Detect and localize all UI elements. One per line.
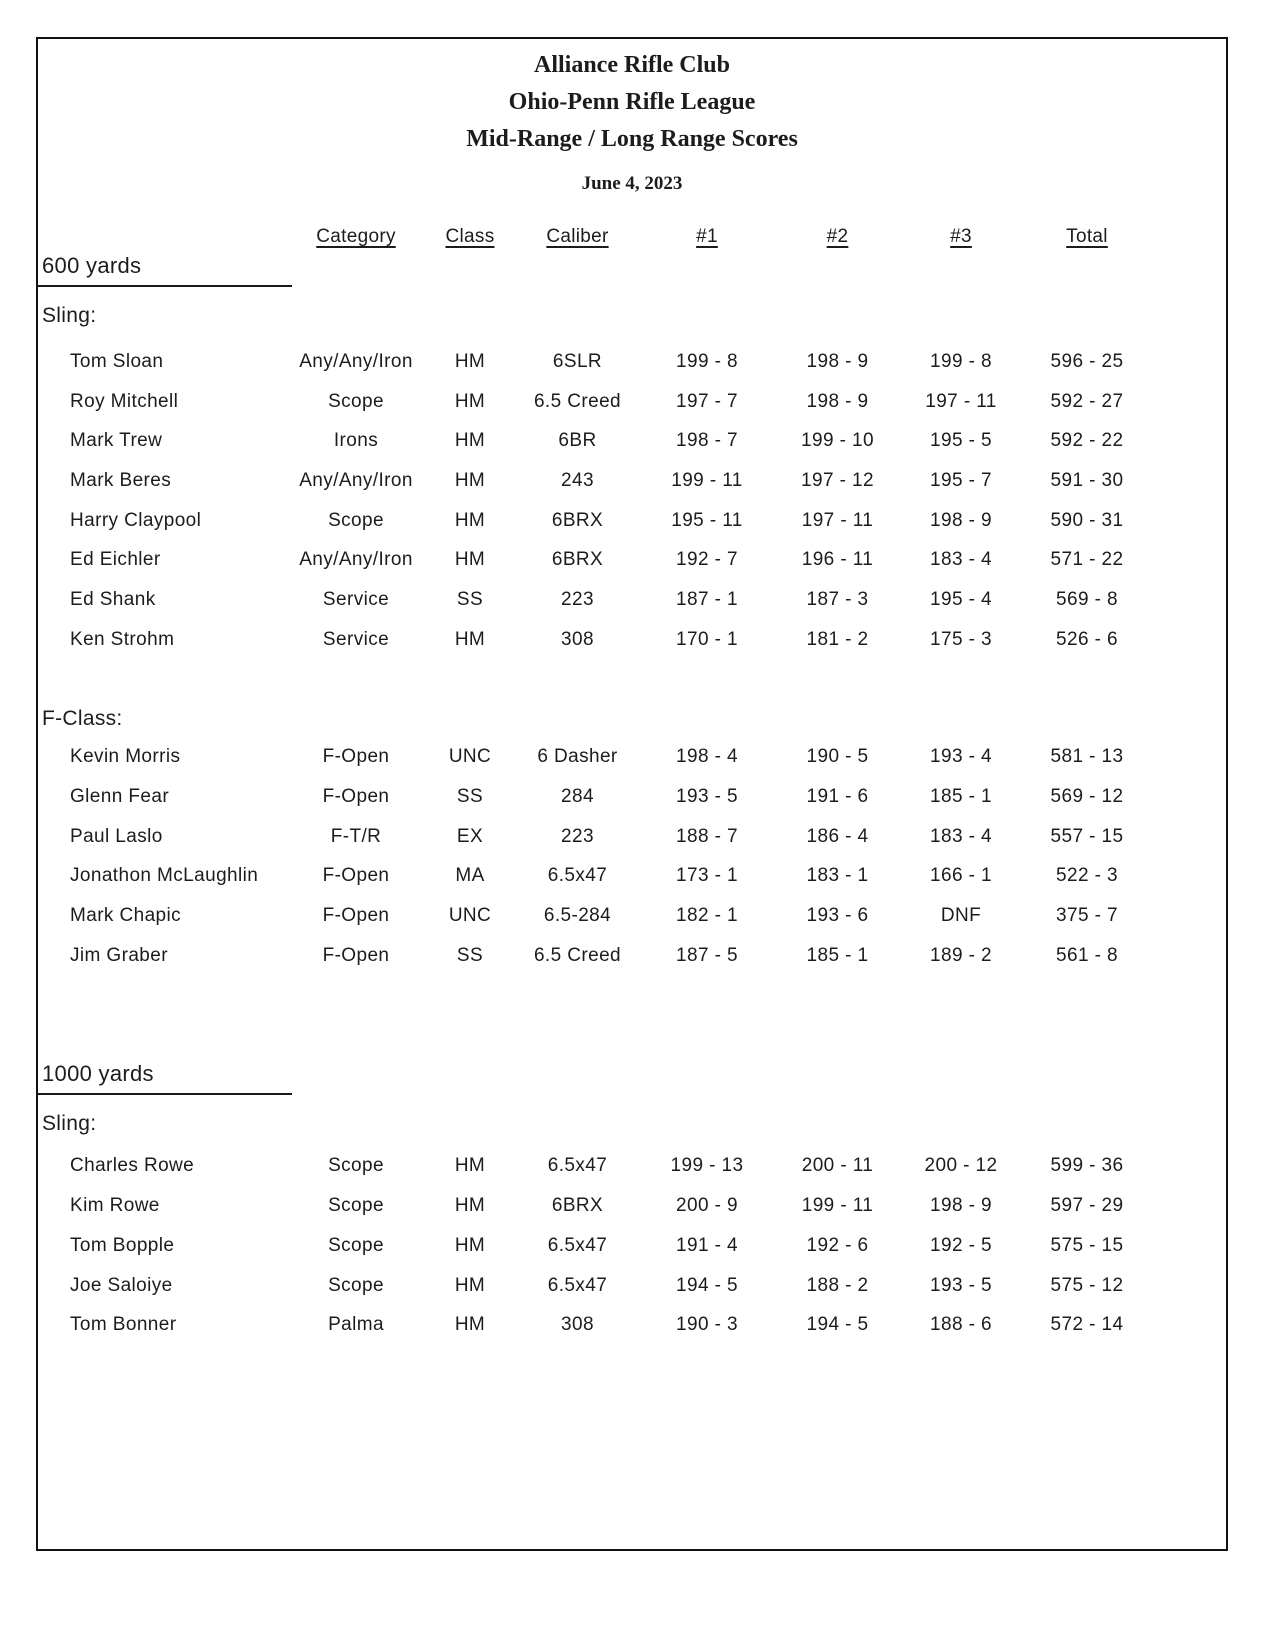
score2-cell: 183 - 1 <box>806 865 869 887</box>
category-cell: Any/Any/Iron <box>299 549 413 571</box>
player-name: Jim Graber <box>70 944 168 966</box>
score3-cell: 195 - 7 <box>930 469 992 491</box>
category-cell: Irons <box>333 430 379 452</box>
score2-cell: 190 - 5 <box>806 746 869 768</box>
player-name: Tom Bonner <box>70 1314 177 1336</box>
score3-cell: 175 - 3 <box>930 628 992 650</box>
player-name: Kim Rowe <box>70 1195 160 1217</box>
score-row <box>38 540 1226 580</box>
player-name: Mark Chapic <box>70 905 182 927</box>
score-row <box>38 580 1226 620</box>
group-heading: Sling: <box>42 304 97 327</box>
score2-cell: 181 - 2 <box>806 628 869 650</box>
score1-cell: 191 - 4 <box>676 1234 738 1256</box>
score3-cell: 197 - 11 <box>925 390 997 412</box>
category-group <box>38 304 1226 660</box>
score1-cell: 197 - 7 <box>676 390 738 412</box>
class-cell: SS <box>456 944 484 966</box>
group-rows <box>38 342 1226 660</box>
total-cell: 569 - 12 <box>1050 786 1124 808</box>
category-cell: Scope <box>328 1274 384 1296</box>
category-group <box>38 1112 1226 1345</box>
distance-section <box>38 254 1226 976</box>
score-row <box>38 857 1226 897</box>
total-cell: 591 - 30 <box>1050 469 1124 491</box>
score-row <box>38 1266 1226 1306</box>
score3-cell: 195 - 4 <box>930 588 992 610</box>
score1-cell: 187 - 1 <box>676 588 738 610</box>
score2-cell: 200 - 11 <box>801 1155 874 1177</box>
class-cell: HM <box>454 1234 486 1256</box>
score1-cell: 170 - 1 <box>676 628 738 650</box>
col-header-match3: #3 <box>950 226 972 247</box>
score-row <box>38 936 1226 976</box>
player-name: Glenn Fear <box>70 786 170 808</box>
player-name: Roy Mitchell <box>70 390 179 412</box>
player-name: Ed Eichler <box>70 549 161 571</box>
category-cell: Service <box>322 588 390 610</box>
score-table <box>38 254 1226 1345</box>
score1-cell: 182 - 1 <box>676 905 738 927</box>
score-row <box>38 1186 1226 1226</box>
total-cell: 596 - 25 <box>1050 350 1124 372</box>
score3-cell: 199 - 8 <box>930 350 992 372</box>
caliber-cell: 6BR <box>558 430 597 452</box>
player-name: Joe Saloiye <box>70 1274 173 1296</box>
total-cell: 575 - 12 <box>1050 1274 1124 1296</box>
total-cell: 572 - 14 <box>1050 1314 1124 1336</box>
category-cell: Any/Any/Iron <box>299 469 413 491</box>
score3-cell: 200 - 12 <box>924 1155 998 1177</box>
score2-cell: 187 - 3 <box>806 588 869 610</box>
league-name: Ohio-Penn Rifle League <box>508 89 756 115</box>
score1-cell: 192 - 7 <box>676 549 738 571</box>
class-cell: HM <box>454 549 486 571</box>
score3-cell: 185 - 1 <box>930 786 992 808</box>
total-cell: 569 - 8 <box>1056 588 1118 610</box>
category-cell: Scope <box>328 1155 384 1177</box>
score1-cell: 187 - 5 <box>676 944 738 966</box>
class-cell: HM <box>454 1155 486 1177</box>
class-cell: EX <box>456 825 484 847</box>
score2-cell: 198 - 9 <box>806 390 869 412</box>
player-name: Ed Shank <box>70 588 156 610</box>
report-header <box>38 47 1226 158</box>
score3-cell: 198 - 9 <box>930 509 992 531</box>
score3-cell: DNF <box>940 905 982 927</box>
class-cell: HM <box>454 350 486 372</box>
score-row <box>38 342 1226 382</box>
score-row <box>38 817 1226 857</box>
score1-cell: 198 - 4 <box>676 746 738 768</box>
class-cell: HM <box>454 509 486 531</box>
col-header-total: Total <box>1066 226 1108 247</box>
col-header-match2: #2 <box>826 226 849 247</box>
player-name: Tom Bopple <box>70 1234 175 1256</box>
score2-cell: 192 - 6 <box>806 1234 869 1256</box>
score3-cell: 166 - 1 <box>930 865 992 887</box>
class-cell: UNC <box>448 905 492 927</box>
caliber-cell: 243 <box>561 469 594 491</box>
column-header-row <box>38 222 1226 252</box>
score-row <box>38 896 1226 936</box>
caliber-cell: 6.5 Creed <box>533 390 622 412</box>
score-row <box>38 1147 1226 1187</box>
caliber-cell: 6BRX <box>551 509 604 531</box>
player-name: Mark Trew <box>70 430 163 452</box>
score-row <box>38 1226 1226 1266</box>
report-title: Mid-Range / Long Range Scores <box>466 126 798 152</box>
score-row <box>38 461 1226 501</box>
score1-cell: 190 - 3 <box>676 1314 738 1336</box>
caliber-cell: 223 <box>561 588 594 610</box>
col-header-class: Class <box>445 226 495 247</box>
score2-cell: 196 - 11 <box>801 549 874 571</box>
caliber-cell: 6.5x47 <box>547 1155 608 1177</box>
player-name: Jonathon McLaughlin <box>70 865 259 887</box>
score1-cell: 199 - 8 <box>676 350 738 372</box>
col-header-caliber: Caliber <box>546 226 609 247</box>
score2-cell: 186 - 4 <box>806 825 869 847</box>
total-cell: 592 - 22 <box>1050 430 1124 452</box>
player-name: Ken Strohm <box>70 628 175 650</box>
score1-cell: 194 - 5 <box>676 1274 738 1296</box>
class-cell: HM <box>454 628 486 650</box>
score1-cell: 198 - 7 <box>676 430 738 452</box>
total-cell: 375 - 7 <box>1056 905 1118 927</box>
score-row <box>38 1305 1226 1345</box>
class-cell: MA <box>455 865 485 887</box>
category-cell: F-Open <box>322 944 390 966</box>
caliber-cell: 6.5x47 <box>547 865 608 887</box>
score2-cell: 191 - 6 <box>806 786 869 808</box>
total-cell: 575 - 15 <box>1050 1234 1124 1256</box>
class-cell: HM <box>454 1195 486 1217</box>
score2-cell: 199 - 10 <box>801 430 874 452</box>
caliber-cell: 6.5x47 <box>547 1274 608 1296</box>
score2-cell: 199 - 11 <box>801 1195 874 1217</box>
score1-cell: 199 - 11 <box>671 469 743 491</box>
score-row <box>38 421 1226 461</box>
group-rows <box>38 738 1226 976</box>
class-cell: UNC <box>448 746 492 768</box>
total-cell: 526 - 6 <box>1056 628 1118 650</box>
caliber-cell: 6.5x47 <box>547 1234 608 1256</box>
score-row <box>38 382 1226 422</box>
distance-heading: 1000 yards <box>38 1062 292 1095</box>
score2-cell: 194 - 5 <box>806 1314 869 1336</box>
score3-cell: 188 - 6 <box>930 1314 992 1336</box>
player-name: Paul Laslo <box>70 825 163 847</box>
score3-cell: 193 - 5 <box>930 1274 992 1296</box>
score2-cell: 185 - 1 <box>806 944 869 966</box>
total-cell: 599 - 36 <box>1050 1155 1124 1177</box>
score1-cell: 173 - 1 <box>676 865 738 887</box>
score2-cell: 188 - 2 <box>806 1274 869 1296</box>
player-name: Tom Sloan <box>70 350 164 372</box>
caliber-cell: 6SLR <box>552 350 603 372</box>
class-cell: HM <box>454 430 486 452</box>
category-cell: Scope <box>328 1195 384 1217</box>
score3-cell: 183 - 4 <box>930 825 992 847</box>
player-name: Charles Rowe <box>70 1155 195 1177</box>
category-cell: Any/Any/Iron <box>299 350 413 372</box>
total-cell: 571 - 22 <box>1050 549 1124 571</box>
category-cell: F-Open <box>322 865 390 887</box>
total-cell: 561 - 8 <box>1056 944 1118 966</box>
score-row <box>38 501 1226 541</box>
match-date: June 4, 2023 <box>581 173 683 194</box>
caliber-cell: 6 Dasher <box>537 746 618 768</box>
total-cell: 522 - 3 <box>1056 865 1118 887</box>
category-cell: Palma <box>328 1314 384 1336</box>
score3-cell: 183 - 4 <box>930 549 992 571</box>
score3-cell: 192 - 5 <box>930 1234 992 1256</box>
player-name: Kevin Morris <box>70 746 181 768</box>
player-name: Harry Claypool <box>70 509 202 531</box>
score2-cell: 197 - 11 <box>801 509 874 531</box>
class-cell: HM <box>454 390 486 412</box>
score1-cell: 188 - 7 <box>676 825 738 847</box>
caliber-cell: 223 <box>561 825 594 847</box>
category-cell: F-Open <box>322 746 390 768</box>
score3-cell: 189 - 2 <box>930 944 992 966</box>
caliber-cell: 284 <box>561 786 594 808</box>
score-row <box>38 620 1226 660</box>
score-row <box>38 777 1226 817</box>
class-cell: HM <box>454 469 486 491</box>
col-header-category: Category <box>316 226 396 247</box>
caliber-cell: 6BRX <box>551 549 604 571</box>
total-cell: 590 - 31 <box>1050 509 1124 531</box>
score1-cell: 199 - 13 <box>670 1155 744 1177</box>
group-heading: F-Class: <box>42 706 123 730</box>
score1-cell: 200 - 9 <box>676 1195 738 1217</box>
distance-heading: 600 yards <box>38 254 292 287</box>
score2-cell: 193 - 6 <box>806 905 869 927</box>
caliber-cell: 308 <box>561 1314 594 1336</box>
group-heading: Sling: <box>42 1111 97 1135</box>
score3-cell: 195 - 5 <box>930 430 992 452</box>
total-cell: 581 - 13 <box>1050 746 1124 768</box>
category-cell: Service <box>322 628 390 650</box>
class-cell: HM <box>454 1314 486 1336</box>
score1-cell: 195 - 11 <box>671 509 743 531</box>
score-sheet-page <box>36 37 1228 1551</box>
category-group <box>38 707 1226 976</box>
score3-cell: 198 - 9 <box>930 1195 992 1217</box>
score2-cell: 198 - 9 <box>806 350 869 372</box>
distance-heading-wrap <box>38 254 1226 287</box>
score1-cell: 193 - 5 <box>676 786 738 808</box>
total-cell: 557 - 15 <box>1050 825 1124 847</box>
caliber-cell: 6BRX <box>551 1195 604 1217</box>
caliber-cell: 6.5 Creed <box>533 944 622 966</box>
score3-cell: 193 - 4 <box>930 746 992 768</box>
player-name: Mark Beres <box>70 469 172 491</box>
club-name: Alliance Rifle Club <box>534 52 730 78</box>
group-rows <box>38 1147 1226 1345</box>
caliber-cell: 308 <box>561 628 594 650</box>
category-cell: Scope <box>328 390 384 412</box>
category-cell: F-Open <box>322 905 390 927</box>
caliber-cell: 6.5-284 <box>543 905 612 927</box>
class-cell: SS <box>456 786 484 808</box>
category-cell: F-T/R <box>330 825 382 847</box>
category-cell: F-Open <box>322 786 390 808</box>
score-row <box>38 738 1226 778</box>
total-cell: 597 - 29 <box>1050 1195 1124 1217</box>
score2-cell: 197 - 12 <box>801 469 874 491</box>
class-cell: SS <box>456 588 484 610</box>
distance-heading-wrap <box>38 1062 1226 1095</box>
distance-section <box>38 1062 1226 1345</box>
class-cell: HM <box>454 1274 486 1296</box>
col-header-match1: #1 <box>696 226 718 247</box>
category-cell: Scope <box>328 1234 384 1256</box>
category-cell: Scope <box>328 509 384 531</box>
total-cell: 592 - 27 <box>1050 390 1124 412</box>
